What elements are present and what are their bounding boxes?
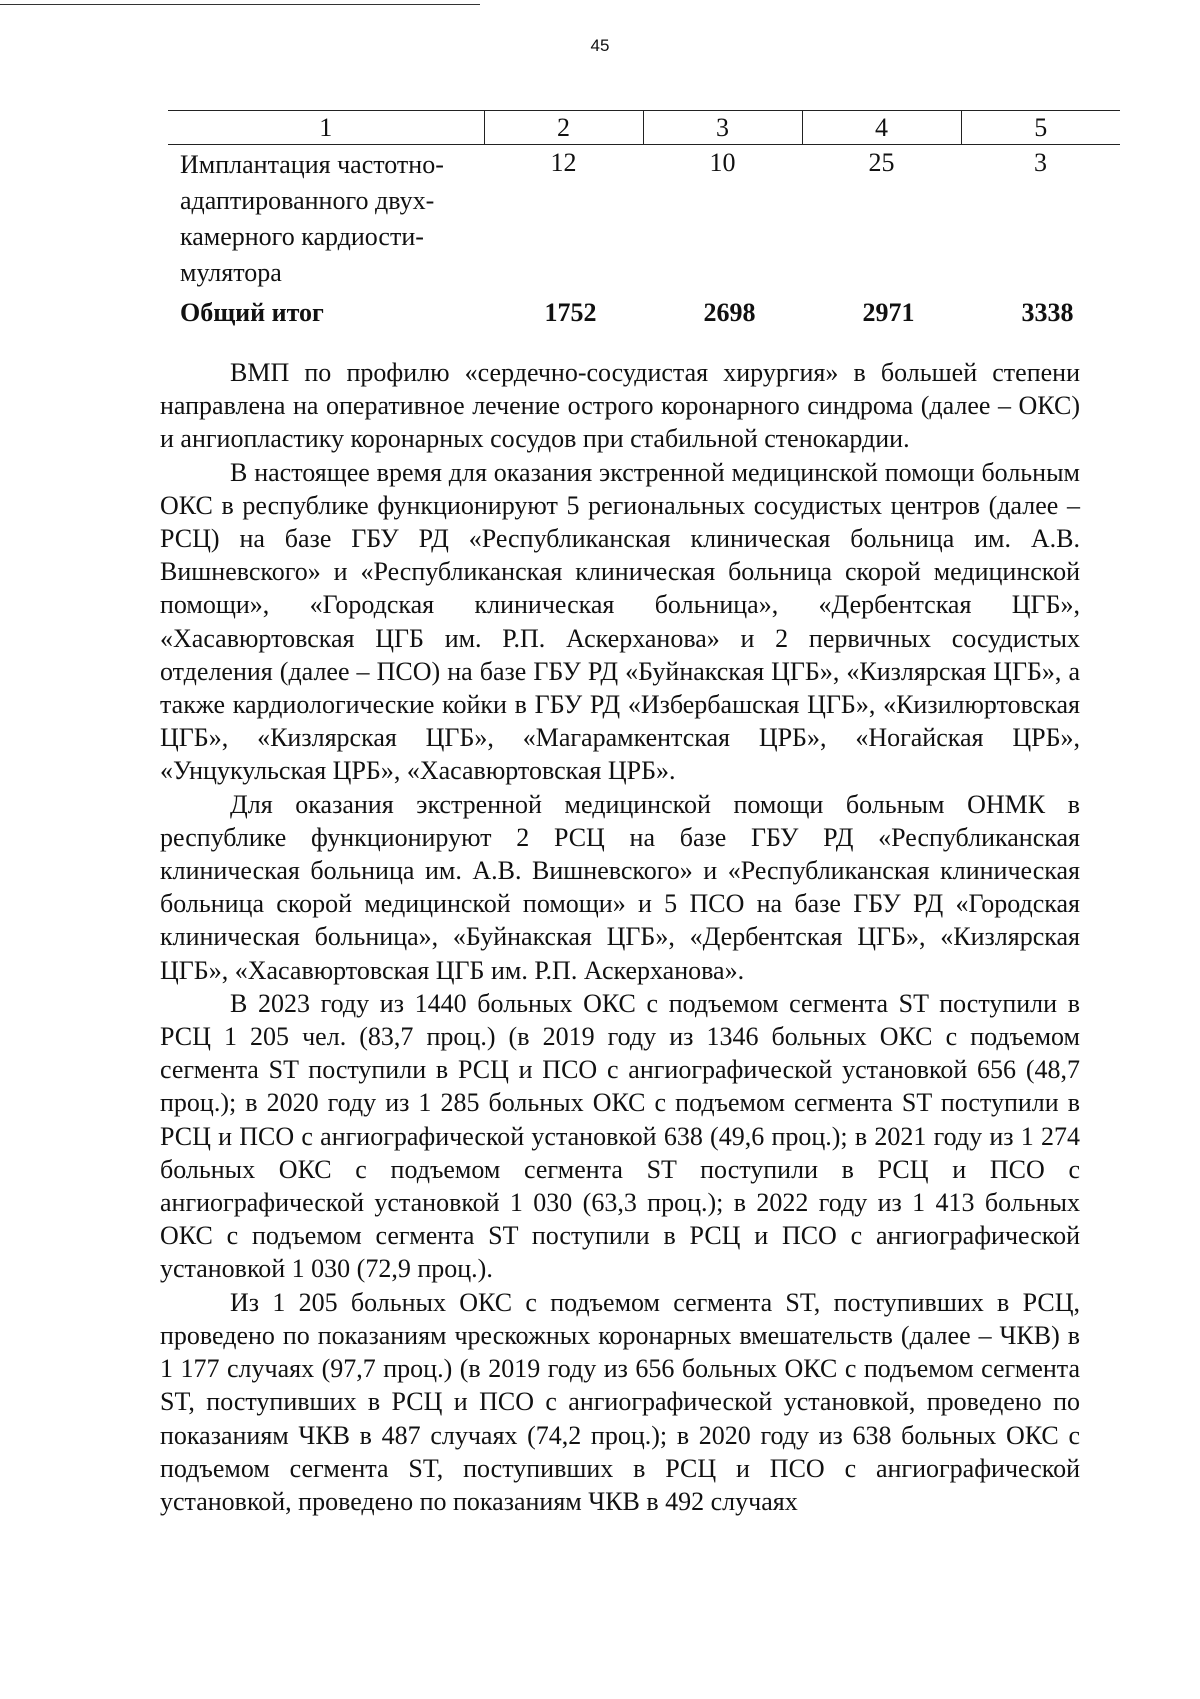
total-cell: 3338 [1021, 298, 1074, 327]
column-header: 5 [961, 111, 1120, 145]
table-cell: 3 [1034, 148, 1047, 177]
column-header: 3 [643, 111, 802, 145]
column-header: 2 [484, 111, 643, 145]
paragraph: В настоящее время для оказания экстренной медицинской помощи больным ОКС в республике функционируют 5 региональных сосудистых центров (далее – РСЦ) на базе ГБУ РД «Республиканская клиническая больница им. А.В. Вишневского» и «Республиканская клиническая больница скорой медицинской помощи», «Городская клиническая больница», «Дербентская ЦГБ», «Хасавюртовская ЦГБ им. Р.П. Аскерханова» и 2 первичных сосудистых отделения (далее – ПСО) на базе ГБУ РД «Буйнакская ЦГБ», «Кизлярская ЦГБ», а также кардиологические койки в ГБУ РД «Избербашская ЦГБ», «Кизилюртовская ЦГБ», «Кизлярская ЦГБ», «Магарамкентская ЦРБ», «Ногайская ЦРБ», «Унцукульская ЦРБ», «Хасавюртовская ЦРБ». [160, 457, 1080, 786]
total-cell: 2698 [703, 298, 756, 327]
page-number: 45 [590, 36, 610, 55]
paragraph: В 2023 году из 1440 больных ОКС с подъемом сегмента ST поступили в РСЦ 1 205 чел. (83,7 проц.) (в 2019 году из 1346 больных ОКС с подъемом сегмента ST поступили в РСЦ и ПСО с ангиографической установкой 656 (48,7 проц.); в 2020 году из 1 285 больных ОКС с подъемом сегмента ST поступили в РСЦ и ПСО с ангиографической установкой 638 (49,6 проц.); в 2021 году из 1 274 больных ОКС с подъемом сегмента ST поступили в РСЦ и ПСО с ангиографической установкой 1 030 (63,3 проц.); в 2022 году из 1 413 больных ОКС с подъемом сегмента ST поступили в РСЦ и ПСО с ангиографической установкой 1 030 (72,9 проц.). [160, 988, 1080, 1284]
body-text [160, 356, 1080, 1518]
column-header: 1 [168, 111, 484, 145]
total-cell: 1752 [544, 298, 597, 327]
paragraph: ВМП по профилю «сердечно-сосудистая хирургия» в большей степени направлена на оперативное лечение острого коронарного синдрома (далее – ОКС) и ангиопластику коронарных сосудов при стабильной стенокардии. [160, 358, 1080, 454]
total-cell: 2971 [862, 298, 915, 327]
table-header-row [168, 111, 1120, 145]
top-rule [0, 4, 480, 5]
total-label: Общий итог [180, 298, 324, 327]
paragraph: Из 1 205 больных ОКС с подъемом сегмента ST, поступивших в РСЦ, проведено по показаниям чрескожных коронарных вмешательств (далее – ЧКВ) в 1 177 случаях (97,7 проц.) (в 2019 году из 656 больных ОКС с подъемом сегмента ST, поступивших в РСЦ и ПСО с ангиографической установкой, проведено по показаниям ЧКВ в 487 случаях (74,2 проц.); в 2020 году из 638 больных ОКС с подъемом сегмента ST, поступивших в РСЦ и ПСО с ангиографической установкой, проведено по показаниям ЧКВ в 492 случаях [160, 1287, 1080, 1516]
table-cell: 12 [550, 148, 577, 177]
column-header: 4 [802, 111, 961, 145]
total-row [168, 291, 1120, 331]
table-cell: 25 [868, 148, 895, 177]
paragraph: Для оказания экстренной медицинской помощи больным ОНМК в республике функционируют 2 РСЦ на базе ГБУ РД «Республиканская клиническая больница им. А.В. Вишневского» и «Республиканская клиническая больница скорой медицинской помощи» и 5 ПСО на базе ГБУ РД «Городская клиническая больница», «Буйнакская ЦГБ», «Дербентская ЦГБ», «Кизлярская ЦГБ», «Хасавюртовская ЦГБ им. Р.П. Аскерханова». [160, 789, 1080, 985]
row-label: Имплантация частотно-адаптированного двух-камерного кардиости-мулятора [180, 150, 444, 287]
table-cell: 10 [709, 148, 736, 177]
table-row [168, 145, 1120, 292]
data-table [168, 110, 1120, 331]
